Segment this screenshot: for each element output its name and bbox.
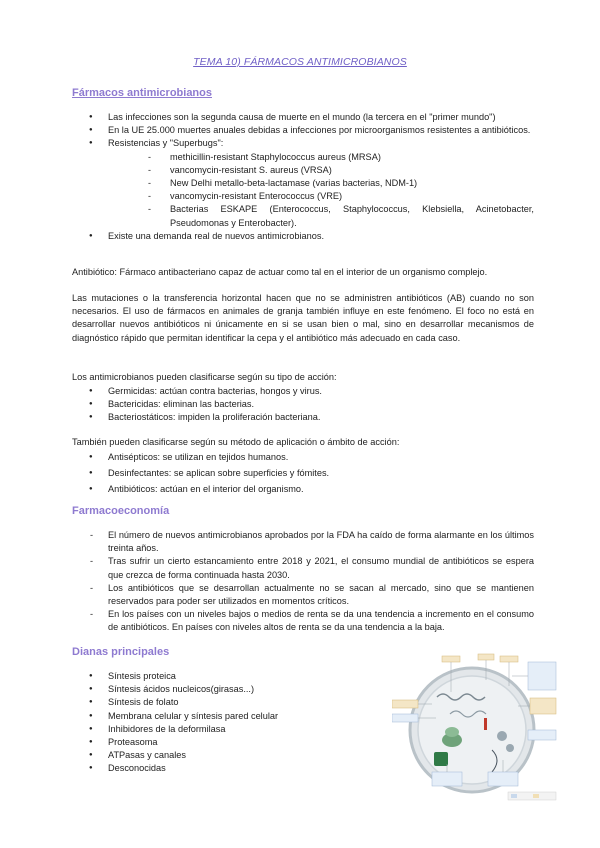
label-box (392, 700, 418, 708)
list-item: ● Bacteriostáticos: impiden la proliferación bacteriana. (72, 411, 534, 424)
list-item: ● Existe una demanda real de nuevos antimicrobianos. (72, 230, 534, 243)
label-box (478, 654, 494, 660)
list-item: ● Proteasoma (72, 736, 372, 749)
ribosome (445, 727, 459, 737)
label-box (392, 714, 418, 722)
list-item: ● Desconocidas (72, 762, 372, 775)
farmacoeconomia-list (72, 529, 534, 635)
resistance-paragraph: Las mutaciones o la transferencia horizontal hacen que no se administren antibióticos (AB) cuando no son necesarios. El uso de fármacos en animales de granja también influye en este fenómeno. El foco no está en desarrollar nuevos antibióticos ni únicamente en si se usan bien o mal, sino en desarrollar mecanismos de diagnóstico rápido que permitan identificar la cepa y el antibiótico más adecuado en cada caso. (72, 293, 534, 343)
list-item: - vancomycin-resistant S. aureus (VRSA) (134, 164, 534, 177)
list-item: - Tras sufrir un cierto estancamiento entre 2018 y 2021, el consumo mundial de antibióticos se espera que crezca de forma continuada hasta 2030. (72, 555, 534, 581)
list-item: ● Las infecciones son la segunda causa de muerte en el mundo (la tercera en el "primer mundo") (72, 111, 534, 124)
list-item: ● Desinfectantes: se aplican sobre superficies y fómites. (72, 467, 534, 480)
dianas-list (72, 670, 372, 776)
page-title: TEMA 10) FÁRMACOS ANTIMICROBIANOS (193, 56, 407, 68)
antibiotic-targets-diagram (392, 652, 558, 802)
label-box (528, 730, 556, 740)
cell-membrane (418, 676, 526, 784)
section-heading-farmacoeconomia: Farmacoeconomía (72, 505, 170, 517)
list-item: ● Antisépticos: se utilizan en tejidos humanos. (72, 451, 534, 464)
list-item: ● Membrana celular y síntesis pared celular (72, 710, 372, 723)
protein (506, 744, 514, 752)
list-item: ● En la UE 25.000 muertes anuales debidas a infecciones por microorganismos resistentes a antibióticos. (72, 124, 534, 137)
list-item: - Los antibióticos que se desarrollan actualmente no se sacan al mercado, sino que se mantienen reservados para poder ser utilizados en momentos críticos. (72, 582, 534, 608)
list-item: - methicillin-resistant Staphylococcus aureus (MRSA) (134, 151, 534, 164)
list-item: - New Delhi metallo-beta-lactamase (varias bacterias, NDM-1) (134, 177, 534, 190)
list-item: ● Síntesis proteica (72, 670, 372, 683)
action-type-list (72, 385, 534, 425)
intro-bullet-list (72, 111, 534, 243)
folate-pathway (434, 752, 448, 766)
section-heading-antimicrobianos: Fármacos antimicrobianos (72, 87, 212, 99)
label-box (432, 772, 462, 786)
label-box (528, 662, 556, 690)
list-item: ● ATPasas y canales (72, 749, 372, 762)
action-intro: Los antimicrobianos pueden clasificarse según su tipo de acción: (72, 372, 337, 382)
list-item: - vancomycin-resistant Enterococcus (VRE) (134, 190, 534, 203)
list-item: ● Síntesis de folato (72, 696, 372, 709)
target-marker (484, 718, 487, 730)
label-box (500, 656, 518, 662)
superbugs-list (134, 151, 534, 230)
section-heading-dianas: Dianas principales (72, 646, 170, 658)
legend-swatch (533, 794, 539, 798)
label-box (442, 656, 460, 662)
protein (497, 731, 507, 741)
list-item: - Bacterias ESKAPE (Enterococcus, Staphylococcus, Klebsiella, Acinetobacter, Pseudomonas y Enterobacter). (134, 203, 534, 229)
list-item: ● Síntesis ácidos nucleicos(girasas...) (72, 683, 372, 696)
list-item-text: Resistencias y "Superbugs": (108, 138, 224, 149)
list-item: ● Bactericidas: eliminan las bacterias. (72, 398, 534, 411)
legend-swatch (511, 794, 517, 798)
list-item (72, 137, 534, 229)
label-box (530, 698, 556, 714)
list-item: ● Inhibidores de la deformilasa (72, 723, 372, 736)
application-intro: También pueden clasificarse según su método de aplicación o ámbito de acción: (72, 437, 400, 447)
list-item: - En los países con un niveles bajos o medios de renta se da una tendencia a incremento en el consumo de antibióticos. En países con niveles altos de renta se da una tendencia a la baja. (72, 608, 534, 634)
list-item: ● Antibióticos: actúan en el interior del organismo. (72, 483, 534, 496)
application-type-list (72, 451, 534, 497)
list-item: - El número de nuevos antimicrobianos aprobados por la FDA ha caído de forma alarmante en los últimos treinta años. (72, 529, 534, 555)
antibiotic-definition: Antibiótico: Fármaco antibacteriano capaz de actuar como tal en el interior de un organismo complejo. (72, 267, 488, 277)
list-item: ● Germicidas: actúan contra bacterias, hongos y virus. (72, 385, 534, 398)
label-box (488, 772, 518, 786)
